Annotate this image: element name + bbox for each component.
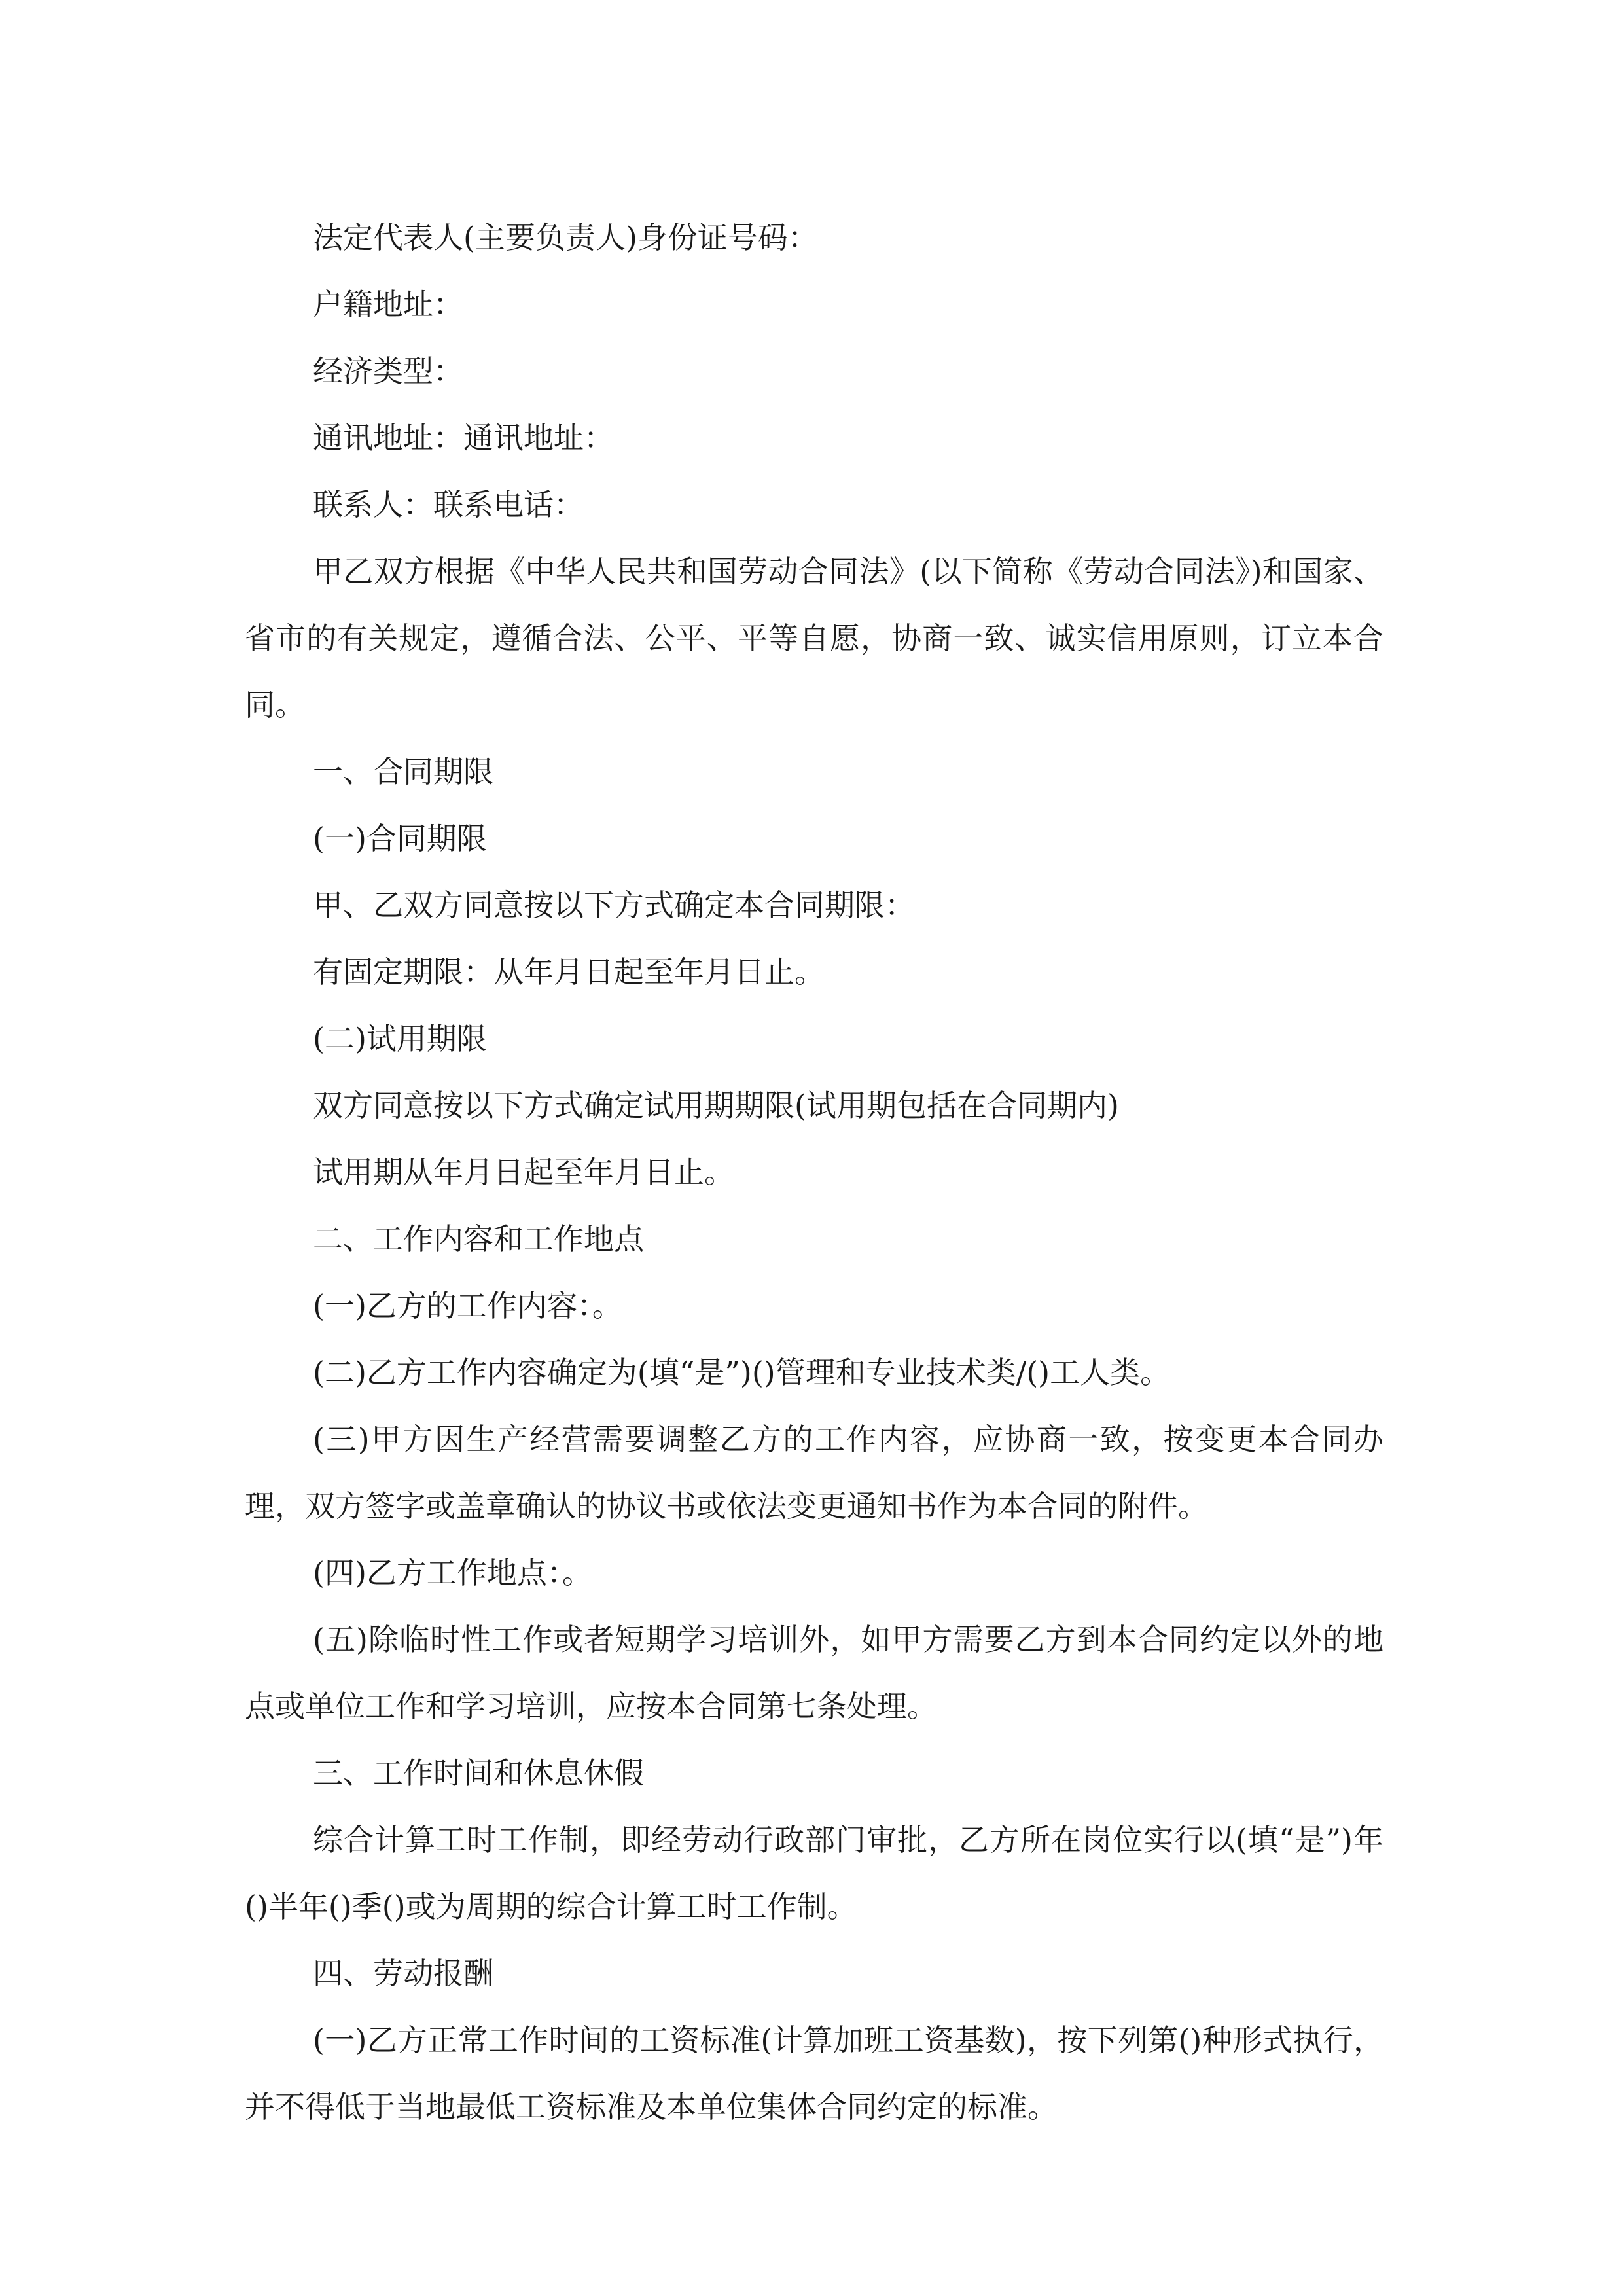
section-4-heading: 四、劳动报酬	[313, 1956, 493, 1991]
work-adjustment-paragraph: (三)甲方因生产经营需要调整乙方的工作内容，应协商一致，按变更本合同办理，双方签字或盖章确认的协议书或依法变更通知书作为本合同的附件。	[245, 1422, 1383, 1524]
section-2-heading: 二、工作内容和工作地点	[313, 1221, 644, 1257]
mailing-address-line: 通讯地址：通讯地址：	[313, 420, 614, 456]
work-content-paragraph: (一)乙方的工作内容：。	[313, 1288, 622, 1323]
term-agreement-paragraph: 甲、乙双方同意按以下方式确定本合同期限：	[313, 888, 915, 923]
probation-agreement-paragraph: 双方同意按以下方式确定试用期期限(试用期包括在合同期内)	[313, 1088, 1119, 1123]
preamble-paragraph: 甲乙双方根据《中华人民共和国劳动合同法》(以下简称《劳动合同法》)和国家、省市的有关规定，遵循合法、公平、平等自愿，协商一致、诚实信用原则，订立本合同。	[245, 554, 1383, 723]
legal-rep-id-line: 法定代表人(主要负责人)身份证号码：	[313, 220, 818, 255]
document-body	[245, 204, 1383, 2140]
working-hours-paragraph: 综合计算工时工作制，即经劳动行政部门审批，乙方所在岗位实行以(填“是”)年()半年()季()或为周期的综合计算工时工作制。	[245, 1822, 1383, 1924]
probation-period-paragraph: 试用期从年月日起至年月日止。	[313, 1155, 734, 1190]
subsection-1-1-heading: (一)合同期限	[313, 821, 487, 856]
work-category-paragraph: (二)乙方工作内容确定为(填“是”)()管理和专业技术类/()工人类。	[313, 1355, 1171, 1390]
wage-standard-paragraph: (一)乙方正常工作时间的工资标准(计算加班工资基数)，按下列第()种形式执行，并不得低于当地最低工资标准及本单位集体合同约定的标准。	[245, 2022, 1383, 2125]
household-address-line: 户籍地址：	[313, 287, 463, 322]
subsection-1-2-heading: (二)试用期限	[313, 1021, 487, 1056]
work-location-paragraph: (四)乙方工作地点：。	[313, 1555, 592, 1590]
economic-type-line: 经济类型：	[313, 353, 463, 389]
contact-line: 联系人：联系电话：	[313, 487, 584, 522]
external-work-paragraph: (五)除临时性工作或者短期学习培训外，如甲方需要乙方到本合同约定以外的地点或单位工作和学习培训，应按本合同第七条处理。	[245, 1622, 1383, 1724]
section-1-heading: 一、合同期限	[313, 754, 493, 789]
fixed-term-paragraph: 有固定期限：从年月日起至年月日止。	[313, 954, 825, 990]
section-3-heading: 三、工作时间和休息休假	[313, 1755, 644, 1791]
